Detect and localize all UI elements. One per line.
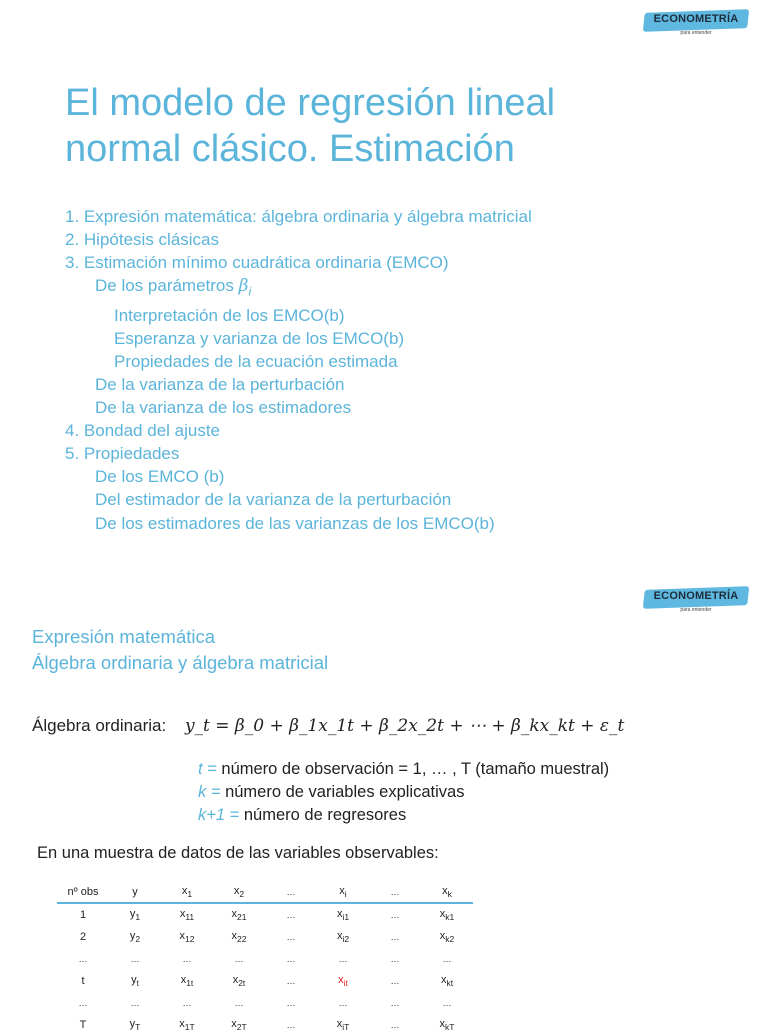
cell-main: x: [338, 974, 344, 986]
table-cell: [317, 970, 369, 992]
cell-subscript: T: [135, 1022, 141, 1032]
table-header-cell: [213, 882, 265, 903]
cell-main: …: [390, 910, 400, 920]
cell-main: x: [181, 885, 188, 897]
cell-main: T: [79, 1019, 87, 1031]
definition-symbol: k =: [198, 783, 221, 801]
table-of-contents: [65, 205, 532, 535]
table-header-cell: [57, 882, 109, 903]
toc-item-text: Interpretación de los EMCO(b): [114, 305, 345, 325]
table-header-cell: [109, 882, 161, 903]
toc-item-text: 5. Propiedades: [65, 444, 180, 464]
cell-main: x: [179, 1018, 185, 1030]
table-cell: [369, 948, 421, 970]
cell-main: x: [233, 885, 240, 897]
cell-main: …: [390, 998, 400, 1008]
table-cell: [213, 948, 265, 970]
toc-item: [65, 274, 532, 303]
cell-main: x: [439, 930, 446, 942]
cell-main: x: [336, 908, 343, 920]
cell-subscript: 2t: [238, 978, 246, 988]
definition-symbol: t =: [198, 760, 217, 778]
cell-subscript: i2: [342, 934, 350, 944]
definition-row: [198, 758, 609, 781]
toc-item: [65, 304, 532, 327]
cell-main: …: [442, 954, 452, 964]
definition-row: [198, 804, 609, 827]
cell-main: …: [390, 1020, 400, 1030]
definition-text: número de variables explicativas: [220, 783, 465, 801]
cell-main: x: [442, 885, 448, 897]
toc-item: [65, 512, 532, 535]
toc-item: [65, 205, 532, 228]
table-cell: [265, 1014, 317, 1036]
toc-item: [65, 228, 532, 251]
cell-main: x: [231, 908, 238, 920]
toc-item: [65, 465, 532, 488]
table-row: [57, 926, 473, 948]
cell-main: …: [286, 910, 296, 920]
heading-line-1: Expresión matemática: [32, 626, 216, 647]
cell-main: …: [390, 954, 400, 964]
definition-text: número de observación = 1, … , T (tamaño muestral): [216, 760, 610, 778]
cell-main: x: [439, 1018, 446, 1030]
table-cell: [265, 970, 317, 992]
logo-brand-name: ECONOMETRÍA: [653, 590, 739, 602]
title-line-2: normal clásico. Estimación: [65, 128, 515, 170]
toc-item-text: De los parámetros: [95, 276, 234, 296]
table-cell: [317, 903, 369, 926]
toc-item-text: De la varianza de la perturbación: [95, 374, 345, 394]
table-cell: [369, 903, 421, 926]
cell-subscript: 11: [185, 912, 195, 922]
cell-main: …: [390, 976, 400, 986]
cell-main: x: [231, 930, 238, 942]
table-cell: [369, 970, 421, 992]
cell-subscript: kt: [446, 978, 454, 988]
title-line-1: El modelo de regresión lineal: [65, 82, 556, 124]
cell-subscript: 2: [239, 889, 245, 899]
table-cell: [57, 948, 109, 970]
cell-subscript: k2: [445, 934, 455, 944]
section-heading: [32, 624, 328, 676]
cell-main: …: [286, 932, 296, 942]
cell-main: y: [129, 930, 136, 942]
toc-item-text: De la varianza de los estimadores: [95, 398, 352, 418]
sample-text: En una muestra de datos de las variables observables:: [37, 844, 439, 862]
cell-main: …: [286, 1020, 296, 1030]
cell-main: y: [131, 974, 137, 986]
toc-item-text: Esperanza y varianza de los EMCO(b): [114, 328, 405, 348]
table-cell: [317, 1014, 369, 1036]
table-cell: [421, 1014, 473, 1036]
toc-item: [65, 396, 532, 419]
logo-tagline: para entender: [680, 607, 712, 613]
logo-brand-name: ECONOMETRÍA: [653, 13, 739, 25]
table-cell: [421, 970, 473, 992]
cell-subscript: k: [447, 889, 452, 899]
table-cell: [265, 948, 317, 970]
cell-main: nº obs: [67, 886, 99, 898]
toc-item-text: De los EMCO (b): [95, 467, 225, 487]
cell-subscript: 2: [135, 934, 141, 944]
table-header-cell: [161, 882, 213, 903]
slide-2: [0, 574, 768, 1032]
heading-line-2: Álgebra ordinaria y álgebra matricial: [32, 652, 329, 673]
table-row: [57, 1014, 473, 1036]
cell-main: …: [234, 954, 244, 964]
ordinary-algebra-row: [32, 716, 624, 736]
cell-main: …: [390, 932, 400, 942]
cell-main: …: [78, 998, 88, 1008]
cell-main: y: [132, 886, 138, 898]
logo-tagline: para entender: [680, 30, 712, 36]
cell-main: y: [129, 1018, 136, 1030]
cell-main: x: [232, 974, 239, 986]
toc-item-text: 3. Estimación mínimo cuadrática ordinaria (EMCO): [65, 253, 449, 273]
cell-main: …: [286, 998, 296, 1008]
equation-label: Álgebra ordinaria:: [32, 716, 167, 735]
table-header-cell: [265, 882, 317, 903]
toc-item: [65, 327, 532, 350]
table-cell: [317, 992, 369, 1014]
table-cell: [161, 970, 213, 992]
table-cell: [109, 992, 161, 1014]
table-cell: [109, 903, 161, 926]
toc-item: [65, 488, 532, 511]
cell-subscript: 1t: [186, 978, 194, 988]
cell-main: x: [336, 930, 343, 942]
toc-item: [65, 373, 532, 396]
cell-main: …: [286, 954, 296, 964]
table-cell: [213, 926, 265, 948]
table-cell: [57, 926, 109, 948]
table-cell: [421, 903, 473, 926]
cell-main: x: [336, 1018, 343, 1030]
table-cell: [369, 926, 421, 948]
table-cell: [369, 992, 421, 1014]
cell-subscript: 21: [237, 912, 247, 922]
toc-item-text: 2. Hipótesis clásicas: [65, 230, 220, 250]
cell-main: …: [130, 954, 140, 964]
table-cell: [57, 992, 109, 1014]
cell-subscript: 12: [185, 934, 195, 944]
cell-main: …: [286, 887, 296, 897]
table-cell: [161, 903, 213, 926]
table-cell: [317, 926, 369, 948]
table-cell: [213, 992, 265, 1014]
table-header-cell: [317, 882, 369, 903]
variable-definitions: [198, 758, 609, 827]
table-cell: [265, 903, 317, 926]
cell-subscript: 22: [237, 934, 247, 944]
table-row: [57, 948, 473, 970]
slide-title: [65, 80, 705, 172]
table-cell: [161, 926, 213, 948]
brand-logo: [644, 585, 748, 615]
cell-subscript: t: [136, 978, 139, 988]
table-cell: [161, 992, 213, 1014]
cell-subscript: iT: [342, 1022, 350, 1032]
cell-main: …: [78, 954, 88, 964]
table-cell: [369, 1014, 421, 1036]
cell-subscript: k1: [445, 912, 455, 922]
cell-main: x: [180, 974, 187, 986]
definition-symbol: k+1 =: [198, 806, 240, 824]
toc-item: [65, 251, 532, 274]
sample-data-table: [57, 882, 473, 1036]
toc-item: [65, 442, 532, 465]
cell-subscript: i: [344, 889, 347, 899]
brand-logo: [644, 8, 748, 38]
table-header-row: [57, 882, 473, 903]
toc-item-text: De los estimadores de las varianzas de los EMCO(b): [95, 513, 495, 533]
toc-item: [65, 419, 532, 442]
cell-subscript: kT: [445, 1022, 455, 1032]
cell-subscript: i1: [342, 912, 350, 922]
table-cell: [317, 948, 369, 970]
table-cell: [109, 970, 161, 992]
table-cell: [265, 992, 317, 1014]
table-cell: [109, 948, 161, 970]
toc-item-text: Del estimador de la varianza de la perturbación: [95, 490, 452, 510]
cell-main: x: [339, 885, 345, 897]
table-cell: [421, 992, 473, 1014]
table-cell: [109, 926, 161, 948]
table-cell: [213, 970, 265, 992]
toc-item-text: Propiedades de la ecuación estimada: [114, 351, 398, 371]
cell-main: …: [442, 998, 452, 1008]
cell-subscript: 2T: [236, 1022, 247, 1032]
table-row: [57, 903, 473, 926]
cell-main: x: [231, 1018, 237, 1030]
table-cell: [57, 1014, 109, 1036]
toc-item-math-sub: i: [248, 284, 252, 299]
table-cell: [109, 1014, 161, 1036]
regression-equation: y_t = β_0 + β_1x_1t + β_2x_2t + ⋯ + β_kx_kt + ε_t: [184, 716, 625, 736]
table-cell: [421, 926, 473, 948]
table-cell: [161, 1014, 213, 1036]
definition-row: [198, 781, 609, 804]
table-header-cell: [369, 882, 421, 903]
cell-main: 1: [79, 909, 87, 921]
cell-main: …: [130, 998, 140, 1008]
table-cell: [213, 903, 265, 926]
cell-main: …: [182, 998, 192, 1008]
cell-main: x: [440, 974, 447, 986]
cell-main: …: [286, 976, 296, 986]
table-cell: [265, 926, 317, 948]
definition-text: número de regresores: [239, 806, 407, 824]
table-cell: [57, 970, 109, 992]
cell-main: x: [179, 930, 186, 942]
cell-main: …: [390, 887, 400, 897]
toc-item: [65, 350, 532, 373]
table-row: [57, 970, 473, 992]
toc-item-math: β: [238, 276, 249, 297]
cell-subscript: 1: [135, 912, 141, 922]
cell-subscript: 1: [187, 889, 193, 899]
cell-main: t: [81, 975, 85, 987]
table-row: [57, 992, 473, 1014]
cell-main: x: [439, 908, 446, 920]
toc-item-text: 4. Bondad del ajuste: [65, 421, 221, 441]
cell-main: …: [338, 998, 348, 1008]
table-cell: [213, 1014, 265, 1036]
cell-main: 2: [79, 931, 87, 943]
table-cell: [57, 903, 109, 926]
cell-main: y: [129, 908, 136, 920]
cell-main: …: [182, 954, 192, 964]
cell-main: …: [338, 954, 348, 964]
table-cell: [161, 948, 213, 970]
toc-item-text: 1. Expresión matemática: álgebra ordinaria y álgebra matricial: [65, 207, 532, 226]
cell-subscript: it: [343, 978, 348, 988]
cell-main: …: [234, 998, 244, 1008]
cell-main: x: [179, 908, 186, 920]
table-cell: [421, 948, 473, 970]
cell-subscript: 1T: [184, 1022, 195, 1032]
table-header-cell: [421, 882, 473, 903]
